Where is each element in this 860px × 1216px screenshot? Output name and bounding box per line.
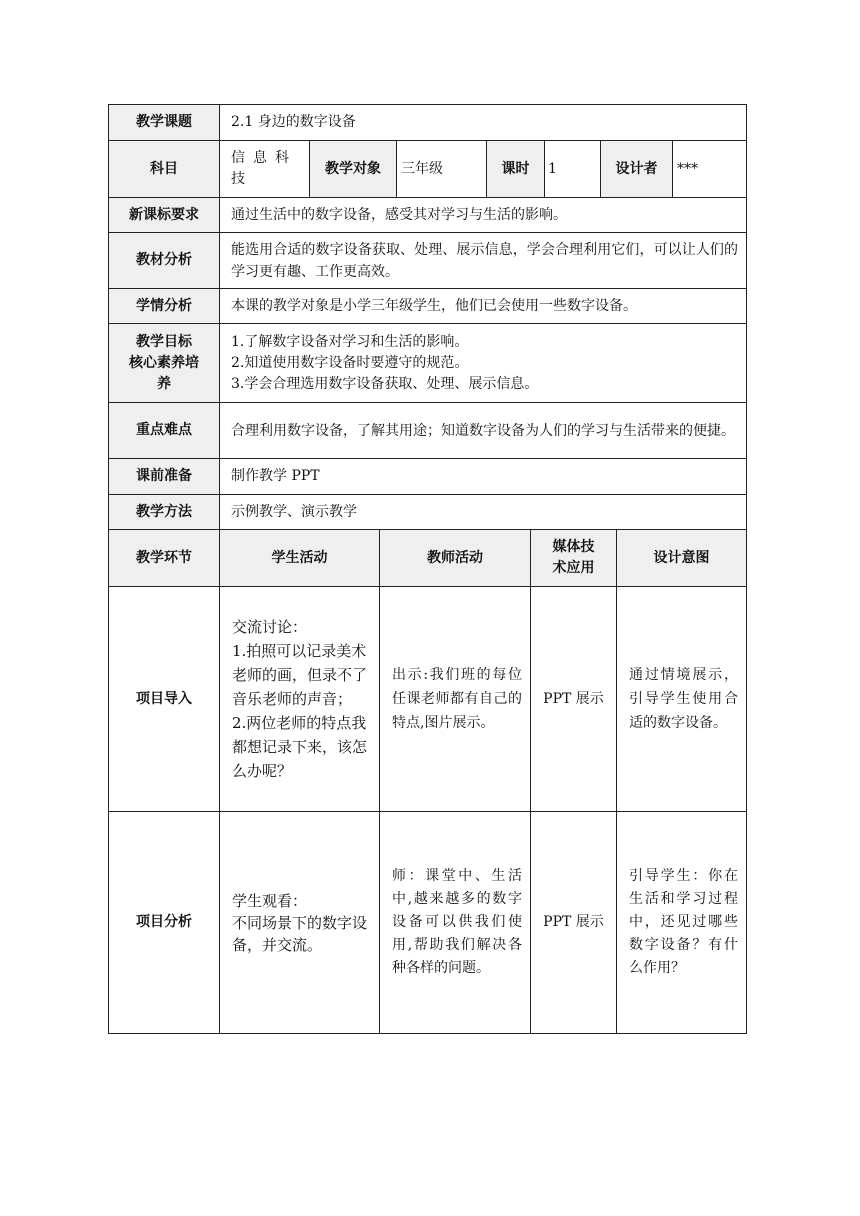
material-value: 能选用合适的数字设备获取、处理、展示信息，学会合理利用它们，可以让人们的学习更有趣、工作更高效。 <box>220 233 747 289</box>
lesson-plan-table <box>108 104 747 1034</box>
process-row-2-stage: 项目分析 <box>109 812 220 1034</box>
header-teacher: 教师活动 <box>380 530 531 587</box>
process-row-1-student: 交流讨论： 1.拍照可以记录美术老师的画，但录不了音乐老师的声音； 2.两位老师的特点我都想记录下来，该怎么办呢？ <box>220 587 380 812</box>
process-row-1-teacher: 出示:我们班的每位任课老师都有自己的特点,图片展示。 <box>380 587 531 812</box>
goals-list <box>220 324 747 403</box>
process-row-2-media: PPT 展示 <box>531 812 617 1034</box>
period-label: 课时 <box>487 141 545 198</box>
process-row-1-intent: 通过情境展示，引导学生使用合适的数字设备。 <box>617 587 747 812</box>
learner-value: 本课的教学对象是小学三年级学生，他们已会使用一些数字设备。 <box>220 289 747 324</box>
goals-label: 教学目标 核心素养培 养 <box>109 324 220 403</box>
method-value: 示例教学、演示教学 <box>220 495 747 530</box>
topic-label: 教学课题 <box>109 105 220 141</box>
preparation-label: 课前准备 <box>109 459 220 495</box>
goals-items <box>231 332 538 395</box>
audience-value: 三年级 <box>397 141 487 198</box>
key-points-value: 合理利用数字设备，了解其用途；知道数字设备为人们的学习与生活带来的便捷。 <box>220 403 747 459</box>
goal-item-3: 3.学会合理选用数字设备获取、处理、展示信息。 <box>231 375 539 392</box>
subject-value <box>220 141 310 198</box>
period-value: 1 <box>545 141 601 198</box>
goal-item-1: 1.了解数字设备对学习和生活的影响。 <box>231 333 469 350</box>
designer-value: *** <box>673 141 747 198</box>
header-student: 学生活动 <box>220 530 380 587</box>
process-row-2-student: 学生观看： 不同场景下的数字设备，并交流。 <box>220 812 380 1034</box>
preparation-value: 制作教学 PPT <box>220 459 747 495</box>
process-row-1-media: PPT 展示 <box>531 587 617 812</box>
method-label: 教学方法 <box>109 495 220 530</box>
process-row-2-intent: 引导学生：你在生活和学习过程中，还见过哪些数字设备？有什么作用？ <box>617 812 747 1034</box>
process-row-2-teacher: 师：课堂中、生活中,越来越多的数字设备可以供我们使用,帮助我们解决各种各样的问题。 <box>380 812 531 1034</box>
learner-label: 学情分析 <box>109 289 220 324</box>
designer-label: 设计者 <box>601 141 673 198</box>
header-stage: 教学环节 <box>109 530 220 587</box>
standard-value: 通过生活中的数字设备，感受其对学习与生活的影响。 <box>220 198 747 233</box>
audience-label: 教学对象 <box>310 141 397 198</box>
header-media: 媒体技 术应用 <box>531 530 617 587</box>
header-intent: 设计意图 <box>617 530 747 587</box>
key-points-label: 重点难点 <box>109 403 220 459</box>
material-label: 教材分析 <box>109 233 220 289</box>
goal-item-2: 2.知道使用数字设备时要遵守的规范。 <box>231 354 469 371</box>
standard-label: 新课标要求 <box>109 198 220 233</box>
subject-value-text: 信息科技 <box>231 150 297 187</box>
process-row-1-stage: 项目导入 <box>109 587 220 812</box>
subject-label: 科目 <box>109 141 220 198</box>
topic-value: 2.1 身边的数字设备 <box>220 105 747 141</box>
